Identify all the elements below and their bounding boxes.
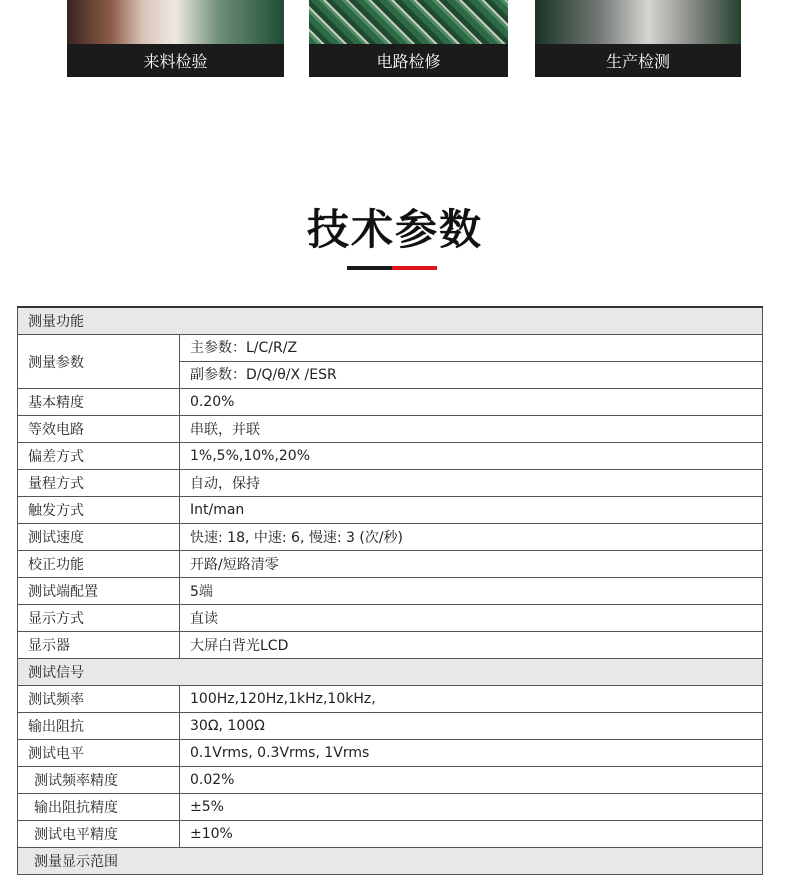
photo-incoming-inspection [67, 0, 284, 77]
row-value: 快速: 18, 中速: 6, 慢速: 3 (次/秒) [180, 524, 763, 551]
photo-caption: 生产检测 [535, 44, 741, 77]
section-test-signal: 测试信号 [18, 659, 763, 686]
table-row [18, 821, 763, 848]
circuit-board-image [309, 0, 508, 44]
row-label: 输出阻抗 [18, 713, 180, 740]
row-value: 开路/短路清零 [180, 551, 763, 578]
table-row [18, 443, 763, 470]
section-row [18, 307, 763, 335]
row-value: 30Ω, 100Ω [180, 713, 763, 740]
table-row [18, 524, 763, 551]
row-value: 副参数：D/Q/θ/X /ESR [180, 362, 763, 389]
table-row [18, 470, 763, 497]
table-row [18, 740, 763, 767]
photo-circuit-repair [309, 0, 508, 77]
table-row [18, 632, 763, 659]
row-label: 校正功能 [18, 551, 180, 578]
table-row [18, 578, 763, 605]
section-display-range: 测量显示范围 [18, 848, 763, 875]
production-test-image [535, 0, 741, 44]
row-label: 量程方式 [18, 470, 180, 497]
row-label: 偏差方式 [18, 443, 180, 470]
table-row [18, 551, 763, 578]
row-label: 显示方式 [18, 605, 180, 632]
table-row [18, 713, 763, 740]
row-label: 触发方式 [18, 497, 180, 524]
row-value: 0.1Vrms, 0.3Vrms, 1Vrms [180, 740, 763, 767]
row-value: 主参数：L/C/R/Z [180, 335, 763, 362]
table-row [18, 497, 763, 524]
table-row [18, 389, 763, 416]
photo-production-test [535, 0, 741, 77]
row-value: 直读 [180, 605, 763, 632]
row-value: 自动，保持 [180, 470, 763, 497]
row-label: 输出阻抗精度 [18, 794, 180, 821]
table-row [18, 767, 763, 794]
row-value: 5端 [180, 578, 763, 605]
row-label: 测试电平精度 [18, 821, 180, 848]
page-title: 技术参数 [306, 205, 483, 254]
row-value: 0.20% [180, 389, 763, 416]
row-label: 等效电路 [18, 416, 180, 443]
row-label: 测试速度 [18, 524, 180, 551]
row-label: 测试频率精度 [18, 767, 180, 794]
section-heading [0, 200, 790, 260]
photo-strip [0, 0, 790, 80]
section-row [18, 659, 763, 686]
photo-caption: 电路检修 [309, 44, 508, 77]
row-value: ±10% [180, 821, 763, 848]
row-value: 1%,5%,10%,20% [180, 443, 763, 470]
row-label: 测试电平 [18, 740, 180, 767]
row-label: 测量参数 [18, 335, 180, 389]
row-value: 100Hz,120Hz,1kHz,10kHz, [180, 686, 763, 713]
row-label: 基本精度 [18, 389, 180, 416]
row-label: 测试端配置 [18, 578, 180, 605]
spec-table [17, 306, 763, 875]
row-value: 串联，并联 [180, 416, 763, 443]
photo-caption: 来料检验 [67, 44, 284, 77]
row-label: 测试频率 [18, 686, 180, 713]
row-value: ±5% [180, 794, 763, 821]
table-row [18, 335, 763, 362]
section-row [18, 848, 763, 875]
title-underline [347, 266, 437, 270]
row-label: 显示器 [18, 632, 180, 659]
row-value: 大屏白背光LCD [180, 632, 763, 659]
incoming-inspection-image [67, 0, 284, 44]
row-value: Int/man [180, 497, 763, 524]
section-measure-function: 测量功能 [18, 307, 763, 335]
table-row [18, 794, 763, 821]
table-row [18, 605, 763, 632]
row-value: 0.02% [180, 767, 763, 794]
table-row [18, 686, 763, 713]
table-row [18, 416, 763, 443]
